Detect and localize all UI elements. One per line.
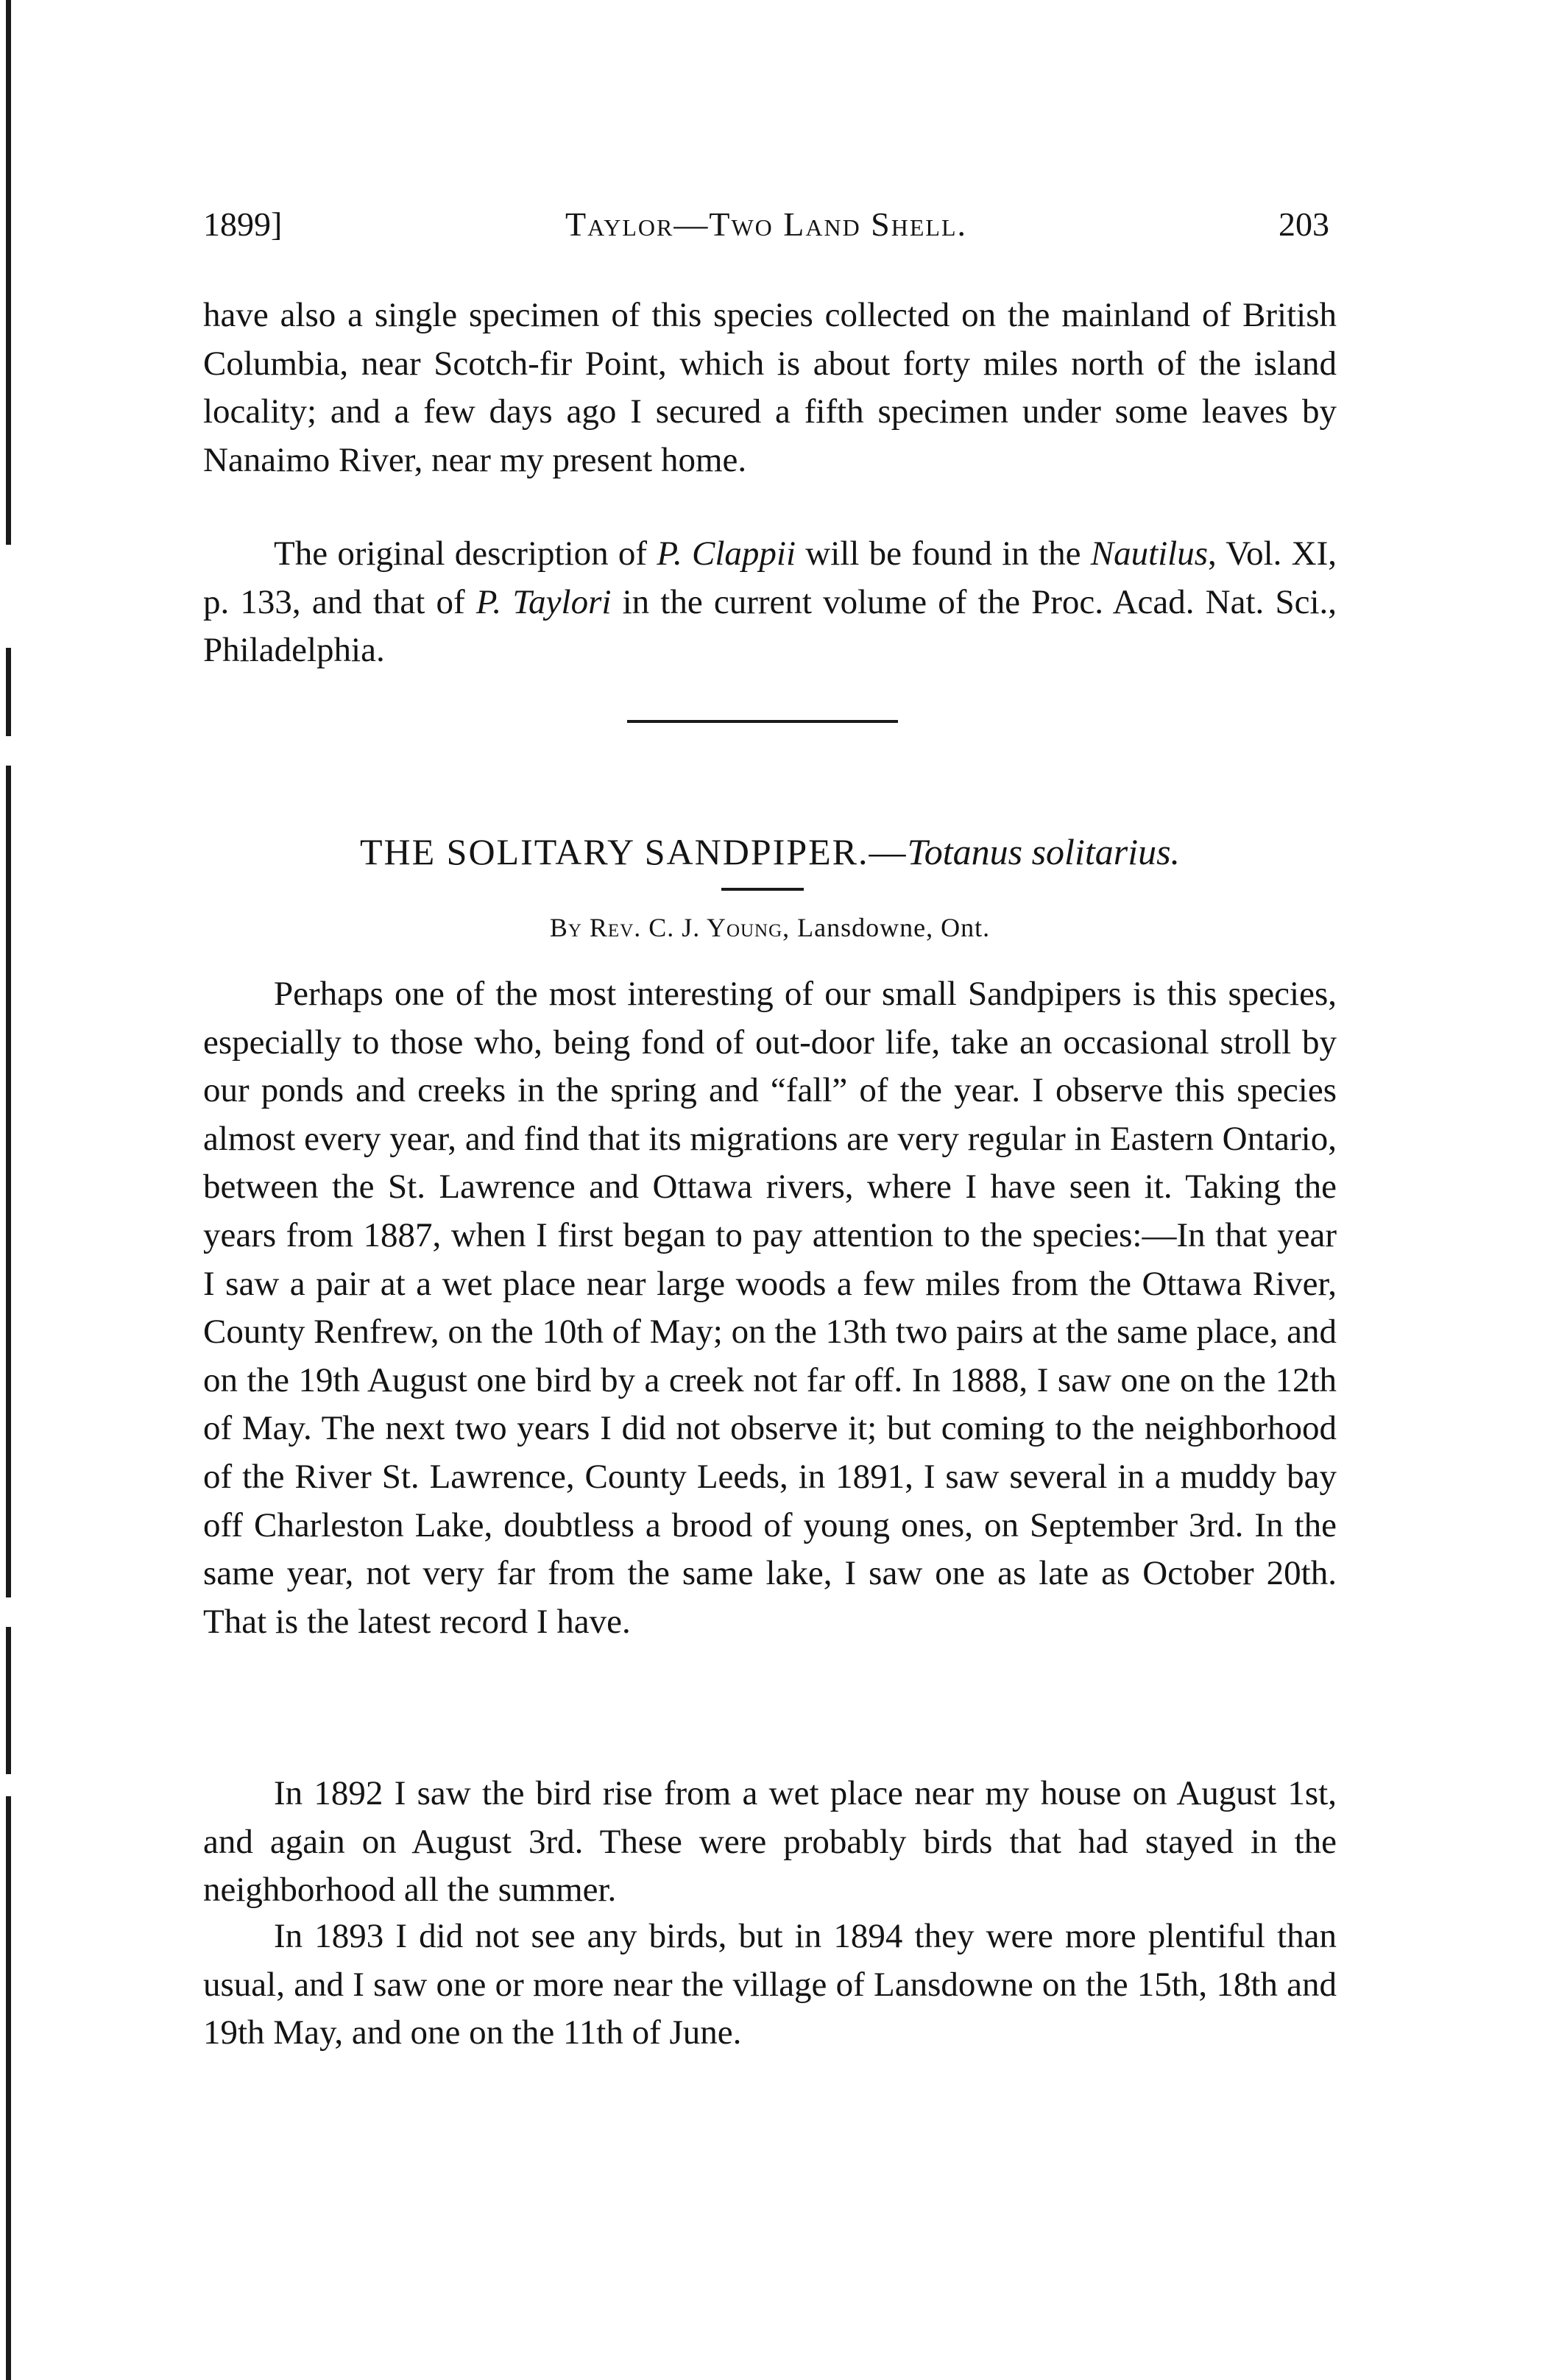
article-byline [203, 905, 1337, 950]
title-underline-rule [721, 888, 804, 891]
p2-species-clappii: P. Clappii [657, 534, 796, 573]
title-latin-name: Totanus solitarius. [907, 831, 1181, 872]
byline-author: By Rev. C. J. Young, [549, 913, 791, 942]
p2-text-1: The original description of [274, 534, 657, 573]
p2-species-taylori: P. Taylori [475, 582, 612, 621]
article-title [203, 826, 1337, 878]
section-divider-rule [627, 720, 898, 723]
header-year: 1899] [203, 205, 283, 243]
article-paragraph-2: In 1892 I saw the bird rise from a wet place near my house on August 1st, and again on August 3rd. These were probably birds that had stayed in the neighborhood all the summer. [203, 1774, 1337, 1910]
title-dash: — [869, 831, 908, 872]
article-paragraph-1: Perhaps one of the most interesting of our small Sandpipers is this species, especially to those who, being fond of out-door life, take an occasional stroll by our ponds and creeks in the spring and “fall” of the year. I observe this species almost every year, and find that its migrations are very regular in Eastern Ontario, between the St. Lawrence and Ottawa rivers, where I have seen it. Taking the years from 1887, when I first began to pay attention to the species:—In that year I saw a pair at a wet place near large woods a few miles from the Ottawa River, County Renfrew, on the 10th of May; on the 13th two pairs at the same place, and on the 19th August one bird by a creek not far off. In 1888, I saw one on the 12th of May. The next two years I did not observe it; but coming to the neighborhood of the River St. Lawrence, County Leeds, in 1891, I saw several in a muddy bay off Charleston Lake, doubtless a brood of young ones, on September 3rd. In the same year, not very far from the same lake, I saw one as late as October 20th. That is the latest record I have. [203, 975, 1337, 1641]
scan-edge-left [0, 0, 16, 2380]
title-main: THE SOLITARY SANDPIPER. [359, 831, 869, 872]
p2-text-3: , Vol. XI, p. 133, and that of [203, 534, 1337, 621]
header-page-number: 203 [1279, 205, 1329, 243]
header-running-title: Taylor—Two Land Shell. [565, 205, 968, 243]
article-paragraph-3: In 1893 I did not see any birds, but in 1894 they were more plentiful than usual, and I saw one or more near the village of Lansdowne on the 15th, 18th and 19th May, and one on the 11th of June. [203, 1917, 1337, 2052]
continuation-paragraph-1: have also a single specimen of this species collected on the mainland of British Columbia, near Scotch-fir Point, which is about forty miles north of the island locality; and a few days ago I secured a fifth specimen under some leaves by Nanaimo River, near my present home. [203, 296, 1337, 479]
p2-text-2: will be found in the [796, 534, 1091, 573]
p2-text-4: in the current volume of the Proc. Acad. Nat. Sci., Philadelphia. [203, 582, 1337, 670]
byline-place: Lansdowne, Ont. [797, 913, 991, 942]
p2-journal-nautilus: Nautilus [1090, 534, 1209, 573]
running-header [203, 199, 1329, 250]
continuation-paragraph-2 [203, 530, 1337, 675]
